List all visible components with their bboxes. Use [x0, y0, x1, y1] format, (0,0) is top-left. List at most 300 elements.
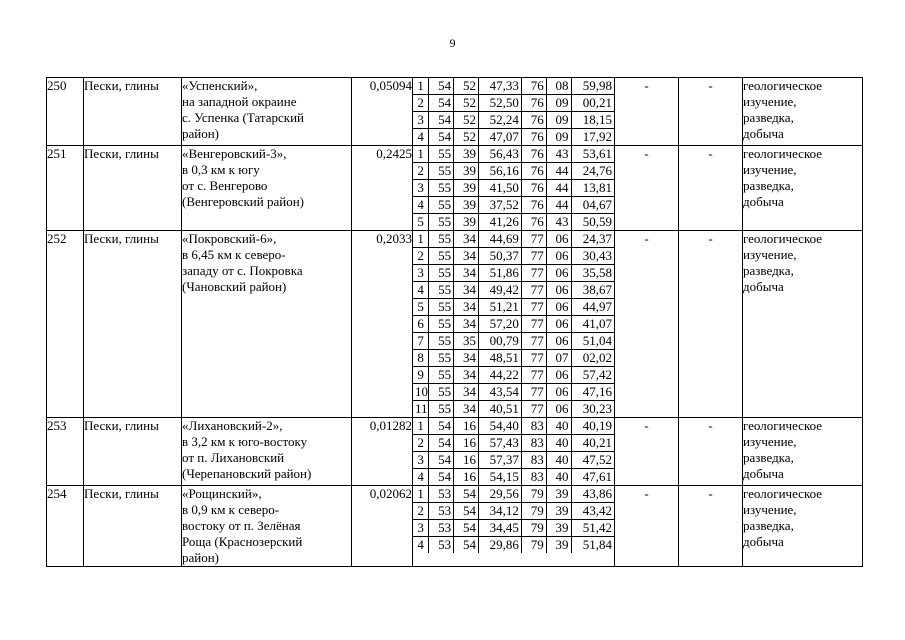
lon-seconds: 57,42 [571, 367, 614, 384]
coordinates-cell [413, 486, 615, 567]
point-number: 2 [413, 435, 429, 452]
lat-minutes: 52 [454, 112, 479, 129]
lon-minutes: 09 [546, 112, 571, 129]
lat-minutes: 54 [454, 503, 479, 520]
description-line: «Венгеровский-3», [182, 146, 287, 161]
lon-seconds: 00,21 [571, 95, 614, 112]
lat-seconds: 57,37 [478, 452, 521, 469]
deposits-table [46, 77, 863, 567]
lon-minutes: 09 [546, 95, 571, 112]
point-number: 3 [413, 452, 429, 469]
lon-seconds: 44,97 [571, 299, 614, 316]
lat-degrees: 55 [429, 197, 454, 214]
lon-minutes: 40 [546, 435, 571, 452]
point-number: 10 [415, 384, 428, 399]
lat-degrees: 55 [429, 316, 454, 333]
lat-degrees: 54 [429, 95, 454, 112]
description-line: в 0,9 км к северо- [182, 502, 280, 517]
coordinate-row [413, 180, 614, 197]
purpose-line: геологическое [743, 486, 823, 501]
dash-cell: - [679, 418, 743, 486]
lat-seconds: 40,51 [478, 401, 521, 418]
lon-minutes: 40 [546, 418, 571, 435]
lon-seconds: 02,02 [571, 350, 614, 367]
description-line: в 3,2 км к юго-востоку [182, 434, 308, 449]
point-number: 3 [413, 112, 429, 129]
lat-degrees: 55 [429, 350, 454, 367]
purpose-line: добыча [743, 279, 784, 294]
lon-minutes: 39 [546, 486, 571, 503]
description-line: западу от с. Покровка [182, 263, 303, 278]
lon-minutes: 44 [546, 163, 571, 180]
lon-minutes: 06 [546, 384, 571, 401]
lat-seconds: 47,33 [478, 78, 521, 95]
lat-minutes: 34 [454, 367, 479, 384]
coordinate-row [413, 520, 614, 537]
coordinate-row [413, 214, 614, 231]
lon-minutes: 06 [546, 248, 571, 265]
lon-seconds: 24,76 [571, 163, 614, 180]
description-line: (Чановский район) [182, 279, 287, 294]
lon-seconds: 43,42 [571, 503, 614, 520]
purpose-cell [743, 78, 863, 146]
lat-minutes: 35 [454, 333, 479, 350]
lon-minutes: 44 [546, 180, 571, 197]
lat-degrees: 55 [429, 333, 454, 350]
purpose-line: геологическое [743, 231, 823, 246]
lon-degrees: 77 [521, 282, 546, 299]
lat-seconds: 50,37 [478, 248, 521, 265]
row-number: 250 [47, 78, 84, 146]
dash-cell: - [615, 486, 679, 567]
purpose-line: изучение, [743, 94, 797, 109]
lat-minutes: 52 [454, 78, 479, 95]
area-value: 0,2425 [352, 146, 413, 231]
purpose-line: разведка, [743, 450, 794, 465]
lon-seconds: 30,43 [571, 248, 614, 265]
lat-degrees: 55 [429, 367, 454, 384]
purpose-line: добыча [743, 466, 784, 481]
point-number: 4 [413, 537, 429, 554]
site-description [182, 146, 352, 231]
point-number: 7 [413, 333, 429, 350]
lat-minutes: 52 [454, 95, 479, 112]
lat-minutes: 54 [454, 520, 479, 537]
table-row [47, 418, 863, 486]
lon-degrees: 77 [521, 333, 546, 350]
point-number: 2 [413, 163, 429, 180]
lat-degrees: 55 [429, 163, 454, 180]
purpose-line: добыча [743, 534, 784, 549]
lon-degrees: 77 [521, 367, 546, 384]
lat-degrees: 55 [429, 299, 454, 316]
lon-seconds: 18,15 [571, 112, 614, 129]
lon-seconds: 24,37 [571, 231, 614, 248]
lon-degrees: 76 [521, 214, 546, 231]
coordinate-row [413, 265, 614, 282]
lon-seconds: 41,07 [571, 316, 614, 333]
lon-seconds: 35,58 [571, 265, 614, 282]
point-number: 1 [413, 146, 429, 163]
lon-degrees: 76 [521, 95, 546, 112]
coordinate-row [413, 452, 614, 469]
lon-degrees: 77 [521, 265, 546, 282]
lat-seconds: 57,43 [478, 435, 521, 452]
deposits-table-body [47, 78, 863, 567]
lat-minutes: 34 [454, 248, 479, 265]
lon-seconds: 51,04 [571, 333, 614, 350]
lat-minutes: 34 [454, 350, 479, 367]
lat-degrees: 54 [429, 78, 454, 95]
lon-seconds: 40,21 [571, 435, 614, 452]
coordinate-row [413, 503, 614, 520]
dash-cell: - [679, 146, 743, 231]
lon-minutes: 06 [546, 231, 571, 248]
area-value: 0,2033 [352, 231, 413, 418]
lat-minutes: 16 [454, 452, 479, 469]
site-description [182, 418, 352, 486]
lat-minutes: 34 [454, 401, 479, 418]
purpose-line: разведка, [743, 518, 794, 533]
coordinate-row [413, 231, 614, 248]
lat-degrees: 55 [429, 401, 454, 418]
lon-seconds: 47,52 [571, 452, 614, 469]
lon-minutes: 44 [546, 197, 571, 214]
lon-seconds: 53,61 [571, 146, 614, 163]
coordinates-cell [413, 78, 615, 146]
lat-minutes: 39 [454, 146, 479, 163]
lat-degrees: 55 [429, 282, 454, 299]
description-line: с. Успенка (Татарский [182, 110, 304, 125]
lon-minutes: 06 [546, 316, 571, 333]
site-description [182, 231, 352, 418]
coordinate-row [413, 146, 614, 163]
description-line: в 0,3 км к югу [182, 162, 260, 177]
lat-seconds: 29,86 [478, 537, 521, 554]
lon-minutes: 43 [546, 146, 571, 163]
description-line: от с. Венгерово [182, 178, 268, 193]
lat-degrees: 53 [429, 486, 454, 503]
lat-degrees: 53 [429, 537, 454, 554]
lon-minutes: 07 [546, 350, 571, 367]
dash-cell: - [615, 146, 679, 231]
purpose-line: добыча [743, 126, 784, 141]
point-number: 4 [413, 469, 429, 486]
coordinates-table [413, 486, 614, 553]
purpose-cell [743, 231, 863, 418]
description-line: «Лихановский-2», [182, 418, 283, 433]
lat-minutes: 39 [454, 163, 479, 180]
mineral-type: Пески, глины [84, 486, 182, 567]
lon-seconds: 04,67 [571, 197, 614, 214]
lat-minutes: 34 [454, 231, 479, 248]
lon-minutes: 40 [546, 452, 571, 469]
point-number: 8 [413, 350, 429, 367]
table-row [47, 231, 863, 418]
lat-degrees: 55 [429, 231, 454, 248]
point-number: 2 [413, 503, 429, 520]
lat-degrees: 55 [429, 384, 454, 401]
coordinates-cell [413, 231, 615, 418]
point-number: 2 [413, 248, 429, 265]
purpose-line: геологическое [743, 146, 823, 161]
lat-minutes: 16 [454, 435, 479, 452]
lon-degrees: 79 [521, 537, 546, 554]
description-line: «Успенский», [182, 78, 258, 93]
lat-seconds: 51,86 [478, 265, 521, 282]
lat-seconds: 51,21 [478, 299, 521, 316]
lat-degrees: 53 [429, 520, 454, 537]
lon-minutes: 39 [546, 520, 571, 537]
lon-degrees: 77 [521, 316, 546, 333]
lat-seconds: 34,12 [478, 503, 521, 520]
lon-minutes: 09 [546, 129, 571, 146]
lon-seconds: 17,92 [582, 129, 612, 144]
page-number: 9 [449, 36, 456, 50]
lon-seconds: 51,42 [571, 520, 614, 537]
lat-seconds: 41,50 [478, 180, 521, 197]
lat-degrees: 55 [429, 214, 454, 231]
lon-degrees: 83 [521, 469, 546, 486]
coordinate-row [413, 350, 614, 367]
coordinate-row [413, 112, 614, 129]
coordinate-row [413, 248, 614, 265]
point-number: 9 [413, 367, 429, 384]
table-row [47, 78, 863, 146]
description-line: (Венгеровский район) [182, 194, 304, 209]
purpose-cell [743, 146, 863, 231]
lat-seconds: 48,51 [478, 350, 521, 367]
lat-seconds: 49,42 [478, 282, 521, 299]
lon-degrees: 77 [521, 401, 546, 418]
lon-minutes: 39 [546, 537, 571, 554]
purpose-line: изучение, [743, 162, 797, 177]
area-value: 0,02062 [352, 486, 413, 567]
coordinate-row [413, 384, 614, 401]
lon-degrees: 83 [521, 435, 546, 452]
row-number: 253 [47, 418, 84, 486]
coordinate-row [413, 367, 614, 384]
lat-degrees: 53 [429, 503, 454, 520]
coordinate-row [413, 78, 614, 95]
dash-cell: - [679, 78, 743, 146]
lat-minutes: 34 [454, 265, 479, 282]
area-value: 0,01282 [352, 418, 413, 486]
row-number: 254 [47, 486, 84, 567]
coordinate-row [413, 197, 614, 214]
lat-minutes: 34 [454, 384, 479, 401]
lat-minutes: 54 [454, 537, 479, 554]
description-line: район) [182, 550, 220, 565]
lon-minutes: 06 [546, 367, 571, 384]
lon-degrees: 76 [521, 112, 546, 129]
lat-seconds: 41,26 [478, 214, 521, 231]
purpose-line: разведка, [743, 178, 794, 193]
coordinate-row [413, 282, 614, 299]
description-line: на западной окраине [182, 94, 297, 109]
lon-minutes: 40 [546, 469, 571, 486]
dash-cell: - [615, 78, 679, 146]
point-number: 3 [413, 265, 429, 282]
coordinate-row [413, 401, 614, 418]
lat-seconds: 43,54 [478, 384, 521, 401]
lon-seconds: 13,81 [571, 180, 614, 197]
coordinate-row [413, 418, 614, 435]
lon-seconds: 59,98 [571, 78, 614, 95]
lat-minutes: 16 [454, 469, 479, 486]
lat-degrees: 55 [429, 146, 454, 163]
mineral-type: Пески, глины [84, 418, 182, 486]
lat-seconds: 44,69 [478, 231, 521, 248]
lat-seconds: 44,22 [478, 367, 521, 384]
lon-seconds: 47,61 [582, 469, 612, 484]
lat-degrees: 55 [429, 265, 454, 282]
lat-seconds: 47,07 [478, 129, 521, 146]
point-number: 2 [413, 95, 429, 112]
lon-degrees: 76 [521, 163, 546, 180]
purpose-line: добыча [743, 194, 784, 209]
lon-minutes: 43 [546, 214, 571, 231]
lon-minutes: 08 [546, 78, 571, 95]
table-row [47, 146, 863, 231]
description-line: от п. Лихановский [182, 450, 285, 465]
purpose-line: геологическое [743, 78, 823, 93]
point-number: 1 [413, 418, 429, 435]
coordinate-row [413, 333, 614, 350]
lon-seconds: 38,67 [571, 282, 614, 299]
coordinate-row [413, 95, 614, 112]
lat-seconds: 00,79 [478, 333, 521, 350]
lat-seconds: 37,52 [478, 197, 521, 214]
lon-degrees: 79 [521, 503, 546, 520]
lat-seconds: 56,16 [478, 163, 521, 180]
lat-minutes: 34 [454, 282, 479, 299]
dash-cell: - [615, 418, 679, 486]
lon-seconds: 40,19 [571, 418, 614, 435]
lat-seconds: 52,24 [478, 112, 521, 129]
lat-degrees: 54 [429, 112, 454, 129]
site-description [182, 486, 352, 567]
purpose-line: изучение, [743, 434, 797, 449]
coordinates-cell [413, 418, 615, 486]
coordinate-row [413, 486, 614, 503]
lat-minutes: 34 [454, 299, 479, 316]
point-number: 1 [413, 486, 429, 503]
lon-degrees: 76 [521, 197, 546, 214]
coordinate-row [413, 537, 614, 554]
lat-minutes: 39 [454, 180, 479, 197]
row-number: 251 [47, 146, 84, 231]
lat-degrees: 54 [429, 129, 454, 146]
coordinates-table [413, 418, 614, 485]
mineral-type: Пески, глины [84, 231, 182, 418]
lon-seconds: 50,59 [582, 214, 612, 229]
lat-degrees: 55 [429, 248, 454, 265]
lat-seconds: 52,50 [478, 95, 521, 112]
purpose-cell [743, 418, 863, 486]
point-number: 1 [413, 78, 429, 95]
purpose-line: разведка, [743, 263, 794, 278]
lon-minutes: 06 [546, 282, 571, 299]
purpose-line: геологическое [743, 418, 823, 433]
coordinates-cell [413, 146, 615, 231]
lat-seconds: 54,15 [478, 469, 521, 486]
lon-degrees: 83 [521, 452, 546, 469]
point-number: 4 [413, 197, 429, 214]
lon-degrees: 79 [521, 520, 546, 537]
purpose-line: разведка, [743, 110, 794, 125]
dash-cell: - [679, 486, 743, 567]
dash-cell: - [615, 231, 679, 418]
lon-degrees: 77 [521, 384, 546, 401]
purpose-line: изучение, [743, 502, 797, 517]
lon-seconds: 43,86 [571, 486, 614, 503]
purpose-line: изучение, [743, 247, 797, 262]
lat-seconds: 34,45 [478, 520, 521, 537]
point-number: 4 [413, 282, 429, 299]
lat-degrees: 54 [429, 469, 454, 486]
mineral-type: Пески, глины [84, 78, 182, 146]
description-line: в 6,45 км к северо- [182, 247, 286, 262]
description-line: (Черепановский район) [182, 466, 312, 481]
coordinates-table [413, 78, 614, 145]
point-number: 4 [413, 129, 429, 146]
point-number: 5 [413, 299, 429, 316]
lat-minutes: 34 [454, 316, 479, 333]
lon-degrees: 76 [521, 129, 546, 146]
purpose-cell [743, 486, 863, 567]
lon-degrees: 79 [521, 486, 546, 503]
lat-minutes: 52 [454, 129, 479, 146]
lat-seconds: 57,20 [478, 316, 521, 333]
lon-seconds: 51,84 [582, 537, 612, 552]
coordinate-row [413, 435, 614, 452]
lon-degrees: 76 [521, 180, 546, 197]
coordinates-table [413, 146, 614, 230]
description-line: «Рощинский», [182, 486, 262, 501]
lon-degrees: 83 [521, 418, 546, 435]
lon-degrees: 77 [521, 248, 546, 265]
coordinates-table [413, 231, 614, 417]
point-number: 1 [413, 231, 429, 248]
lon-degrees: 76 [521, 146, 546, 163]
lat-degrees: 54 [429, 418, 454, 435]
dash-cell: - [679, 231, 743, 418]
mineral-type: Пески, глины [84, 146, 182, 231]
coordinate-row [413, 129, 614, 146]
coordinate-row [413, 299, 614, 316]
lon-degrees: 77 [521, 350, 546, 367]
coordinate-row [413, 469, 614, 486]
lat-minutes: 54 [454, 486, 479, 503]
point-number: 3 [413, 180, 429, 197]
lon-minutes: 39 [546, 503, 571, 520]
lat-degrees: 54 [429, 435, 454, 452]
row-number: 252 [47, 231, 84, 418]
point-number: 5 [413, 214, 429, 231]
point-number: 3 [413, 520, 429, 537]
lat-degrees: 55 [429, 180, 454, 197]
lon-minutes: 06 [546, 265, 571, 282]
lat-minutes: 16 [454, 418, 479, 435]
lon-seconds: 47,16 [571, 384, 614, 401]
description-line: востоку от п. Зелёная [182, 518, 301, 533]
description-line: Роща (Краснозерский [182, 534, 303, 549]
lon-seconds: 30,23 [582, 401, 612, 416]
lon-degrees: 77 [521, 231, 546, 248]
lon-minutes: 06 [546, 401, 571, 418]
lat-minutes: 39 [454, 197, 479, 214]
